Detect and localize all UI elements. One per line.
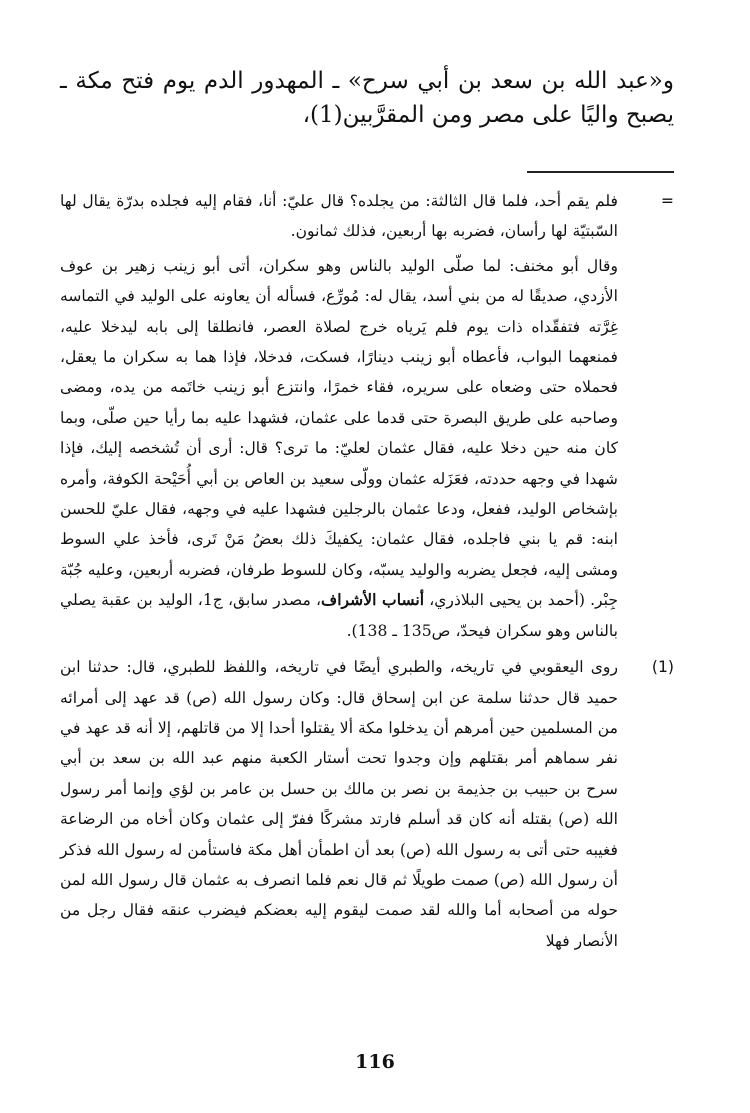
- book-title: أنساب الأشراف: [321, 590, 425, 610]
- footnote-continuation-marker: =: [660, 192, 674, 210]
- footnotes-section: [60, 186, 674, 962]
- footnote-paragraph: روى اليعقوبي في تاريخه، والطبري أيضًا في تاريخه، واللفظ للطبري، قال: حدثنا ابن حميد قال حدثنا سلمة عن ابن إسحاق قال: وكان رسول الله (ص) قد عهد إلى أمرائه من المسلمين حين أمرهم أن يدخلوا مكة ألا يقتلوا أحدا إلا من قاتلهم، إلا أنه قد عهد في نفر سماهم أمر بقتلهم وإن وجدوا تحت أستار الكعبة منهم عبد الله بن سعد بن أبي سرح بن حبيب بن جذيمة بن نصر بن مالك بن حسل بن عامر بن لؤي وإنما أمر رسول الله (ص) بقتله أنه كان قد أسلم فارتد مشركًا ففرّ إلى عثمان وكان أخاه من الرضاعة فغيبه حتى أتى به رسول الله (ص) بعد أن اطمأن أهل مكة فاستأمن له رسول الله فذكر أن رسول الله (ص) صمت طويلًا ثم قال نعم فلما انصرف به عثمان قال رسول الله لمن حوله من أصحابه أما والله لقد صمت ليقوم إليه بعضكم فيضرب عنقه فقال رجل من الأنصار فهلا: [60, 658, 618, 950]
- footnote-text: ، مصدر سابق، ج1، الوليد بن عقبة يصلي بالناس وهو سكران فيحدّ، ص135 ـ 138).: [60, 591, 618, 640]
- footnote-paragraph: [60, 251, 618, 646]
- main-paragraph: و«عبد الله بن سعد بن أبي سرح» ـ المهدور الدم يوم فتح مكة ـ يصبح واليًا على مصر ومن المقرَّبين(1)،: [60, 68, 674, 128]
- page-number: 116: [355, 1051, 395, 1073]
- footnote-text: وقال أبو مخنف: لما صلّى الوليد بالناس وهو سكران، أتى أبو زينب زهير بن عوف الأزدي، صديقًا له من بني أسد، يقال له: مُورِّع، فسأله أن يعاونه على الوليد في التماسه غِرَّته فتفقّداه ذات يوم فلم يَرياه خرج لصلاة العصر، فانطلقا إلى بابه ليدخلا عليه، فمنعهما البواب، فأعطاه أبو زينب دينارًا، فسكت، فدخلا، فإذا هما به سكران ما يعقل، فحملاه حتى وضعاه على سريره، فقاء خمرًا، وانتزع أبو زينب خاتَمه من يده، ومضى وصاحبه على طريق البصرة حتى قدما على عثمان، فشهدا عليه بما رأيا حين صلّى، وبما كان منه حين دخلا عليه، فقال عثمان لعليّ: ما ترى؟ قال: أرى أن تُشخصه إليك، فإذا شهدا في وجهه حددته، فعَزَله عثمان وولّى سعيد بن العاص بن أبي أُحَيْحة الكوفة، وأمره بإشخاص الوليد، ففعل، ودعا عثمان بالرجلين فشهدا عليه في وجهه، فقال عليّ للحسن ابنه: قم يا بني فاجلده، فقال عثمان: يكفيكَ ذلك بعضُ مَنْ تَرى، فأخذ علي السوط ومشى إليه، فجعل يضربه والوليد يسبّه، وكان للسوط طرفان، فضربه أربعين، وعليه جُبّة جِبْر. (أحمد بن يحيى البلاذري،: [60, 256, 618, 610]
- main-body-text: [60, 64, 674, 132]
- footnote-continuation: [60, 186, 674, 646]
- footnote-divider: [527, 171, 674, 173]
- footnote-1: [60, 652, 674, 956]
- footnote-marker: (1): [651, 658, 674, 677]
- footnote-paragraph: فلم يقم أحد، فلما قال الثالثة: من يجلده؟ قال عليّ: أنا، فقام إليه فجلده بدرّة يقال لها السّبتيّة لها رأسان، فضربه بها أربعين، فذلك ثمانون.: [60, 192, 618, 241]
